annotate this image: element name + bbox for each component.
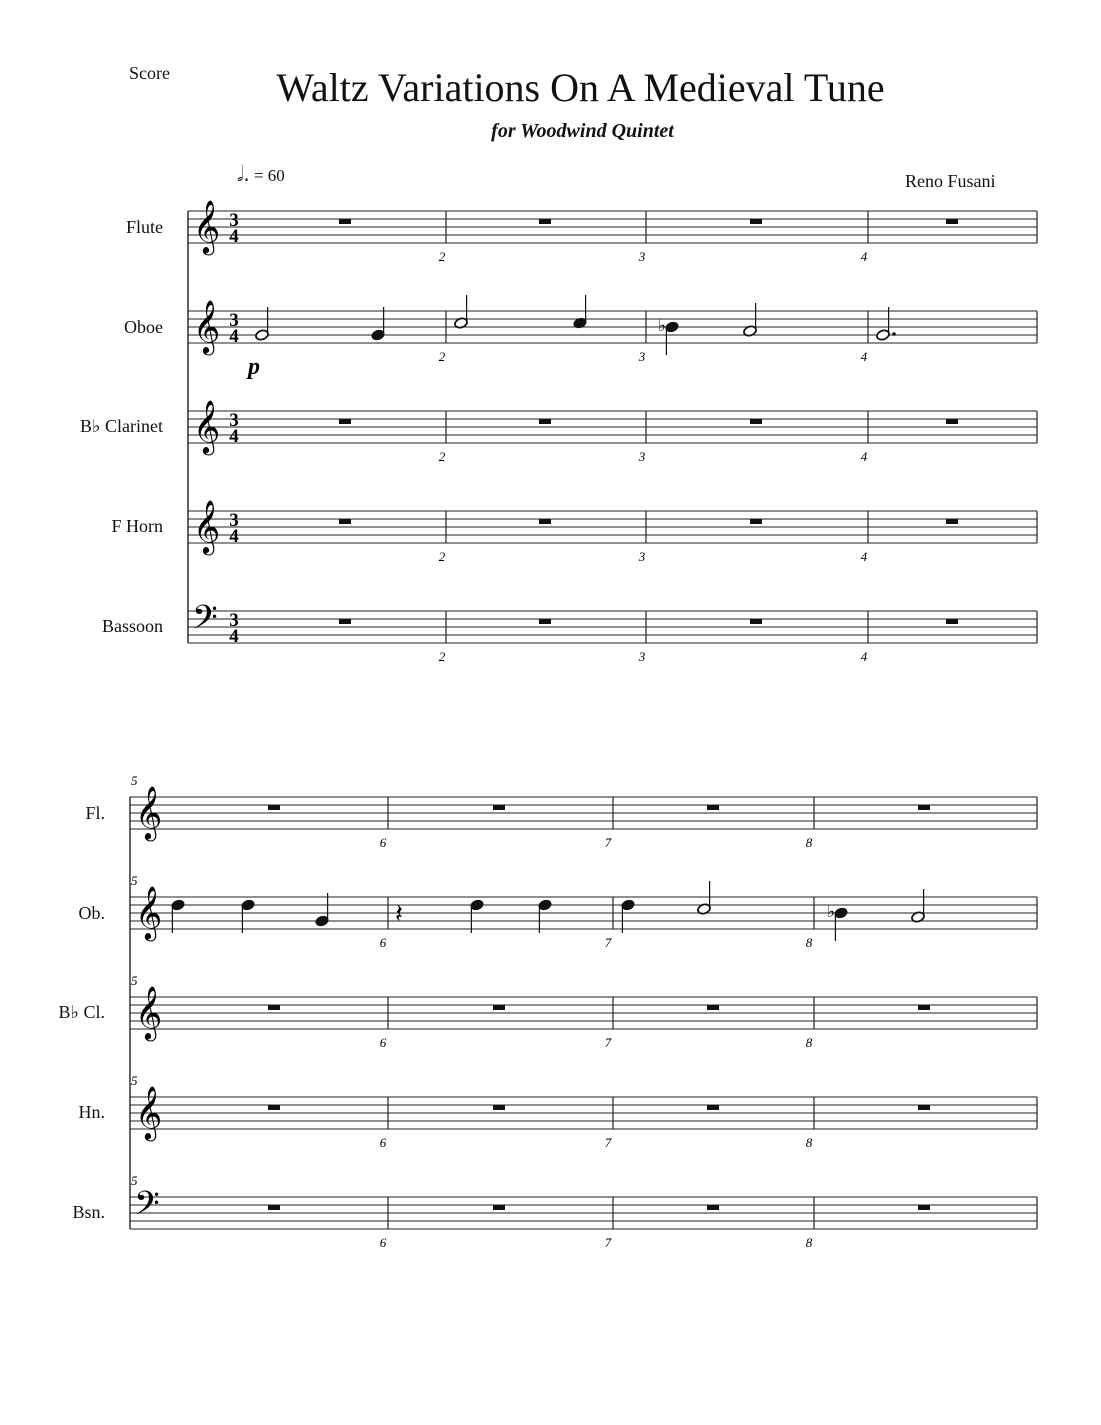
instrument-label-oboe-abbr: Ob. [78, 903, 105, 923]
measure-number: 2 [438, 649, 446, 664]
whole-rest [918, 805, 930, 810]
measure-number: 6 [379, 935, 387, 950]
measure-number: 2 [438, 249, 446, 264]
instrument-label-horn: F Horn [111, 516, 163, 536]
treble-clef-icon: 𝄞 [193, 401, 221, 452]
time-signature-bottom: 4 [229, 426, 239, 447]
measure-number: 8 [805, 1235, 813, 1250]
whole-rest [339, 219, 351, 224]
measure-number: 8 [805, 835, 813, 850]
time-signature-top: 3 [229, 610, 239, 631]
whole-rest [539, 419, 551, 424]
time-signature-top: 3 [229, 510, 239, 531]
measure-number: 2 [438, 549, 446, 564]
measure-number-start: 5 [131, 773, 138, 788]
measure-number: 2 [438, 349, 446, 364]
measure-number-start: 5 [131, 1073, 138, 1088]
treble-clef-icon: 𝄞 [135, 987, 163, 1038]
whole-rest [946, 519, 958, 524]
whole-rest [339, 419, 351, 424]
time-signature-bottom: 4 [229, 226, 239, 247]
measure-number: 7 [604, 935, 612, 950]
whole-rest [493, 1205, 505, 1210]
time-signature-top: 3 [229, 310, 239, 331]
whole-rest [946, 419, 958, 424]
bass-clef-icon: 𝄢 [192, 599, 218, 644]
notation-marks [131, 200, 958, 1250]
measure-number: 3 [638, 249, 646, 264]
whole-rest [268, 1205, 280, 1210]
instrument-label-clarinet-abbr: B♭ Cl. [58, 1002, 105, 1022]
whole-rest [493, 1005, 505, 1010]
composer-name: Reno Fusani [905, 171, 996, 191]
whole-rest [946, 219, 958, 224]
whole-rest [493, 805, 505, 810]
whole-rest [946, 619, 958, 624]
time-signature-top: 3 [229, 410, 239, 431]
measure-number: 6 [379, 1235, 387, 1250]
measure-number: 7 [604, 1135, 612, 1150]
measure-number: 4 [860, 249, 868, 264]
instrument-label-clarinet: B♭ Clarinet [80, 416, 163, 436]
measure-number: 8 [805, 935, 813, 950]
measure-number: 4 [860, 649, 868, 664]
page-title: Waltz Variations On A Medieval Tune [276, 65, 885, 110]
whole-rest [918, 1205, 930, 1210]
dotted-half-note-icon: 𝅗𝅥. [237, 162, 250, 186]
score-label: Score [129, 63, 170, 83]
measure-number: 7 [604, 1235, 612, 1250]
instrument-label-horn-abbr: Hn. [78, 1102, 105, 1122]
whole-rest [750, 619, 762, 624]
instrument-label-flute: Flute [125, 217, 163, 237]
augmentation-dot [892, 332, 896, 336]
whole-rest [707, 1005, 719, 1010]
whole-rest [707, 1105, 719, 1110]
whole-rest [268, 1105, 280, 1110]
measure-number: 6 [379, 1135, 387, 1150]
tempo-value: = 60 [253, 166, 285, 185]
whole-rest [750, 219, 762, 224]
whole-rest [539, 619, 551, 624]
measure-number: 3 [638, 549, 646, 564]
whole-rest [268, 805, 280, 810]
instrument-label-bassoon-abbr: Bsn. [72, 1202, 105, 1222]
measure-number: 8 [805, 1135, 813, 1150]
measure-number-start: 5 [131, 973, 138, 988]
whole-rest [493, 1105, 505, 1110]
treble-clef-icon: 𝄞 [193, 201, 221, 252]
time-signature-bottom: 4 [229, 326, 239, 347]
whole-rest [707, 805, 719, 810]
measure-number: 3 [638, 449, 646, 464]
measure-number: 6 [379, 835, 387, 850]
whole-rest [918, 1005, 930, 1010]
time-signature-bottom: 4 [229, 626, 239, 647]
measure-number: 3 [638, 349, 646, 364]
instrument-label-bassoon: Bassoon [101, 616, 163, 636]
time-signature-top: 3 [229, 210, 239, 231]
quarter-rest-icon: 𝄽 [395, 899, 403, 928]
measure-number: 2 [438, 449, 446, 464]
whole-rest [339, 519, 351, 524]
measure-number: 7 [604, 835, 612, 850]
whole-rest [268, 1005, 280, 1010]
measure-number: 4 [860, 349, 868, 364]
treble-clef-icon: 𝄞 [193, 501, 221, 552]
treble-clef-icon: 𝄞 [193, 301, 221, 352]
whole-rest [918, 1105, 930, 1110]
flat-accidental-icon: ♭ [658, 316, 667, 335]
treble-clef-icon: 𝄞 [135, 887, 163, 938]
treble-clef-icon: 𝄞 [135, 787, 163, 838]
measure-number: 7 [604, 1035, 612, 1050]
measure-number: 3 [638, 649, 646, 664]
staff-lines [130, 211, 1037, 1229]
measure-number: 6 [379, 1035, 387, 1050]
bass-clef-icon: 𝄢 [134, 1185, 160, 1230]
measure-number-start: 5 [131, 873, 138, 888]
dynamic-piano: p [248, 354, 260, 380]
whole-rest [539, 219, 551, 224]
flat-accidental-icon: ♭ [827, 902, 836, 921]
instrument-label-flute-abbr: Fl. [85, 803, 105, 823]
measure-number: 8 [805, 1035, 813, 1050]
instrument-label-oboe: Oboe [124, 317, 163, 337]
time-signature-bottom: 4 [229, 526, 239, 547]
treble-clef-icon: 𝄞 [135, 1087, 163, 1138]
whole-rest [750, 519, 762, 524]
measure-number: 4 [860, 549, 868, 564]
measure-number-start: 5 [131, 1173, 138, 1188]
whole-rest [539, 519, 551, 524]
page-subtitle: for Woodwind Quintet [491, 120, 674, 142]
whole-rest [339, 619, 351, 624]
whole-rest [707, 1205, 719, 1210]
whole-rest [750, 419, 762, 424]
measure-number: 4 [860, 449, 868, 464]
